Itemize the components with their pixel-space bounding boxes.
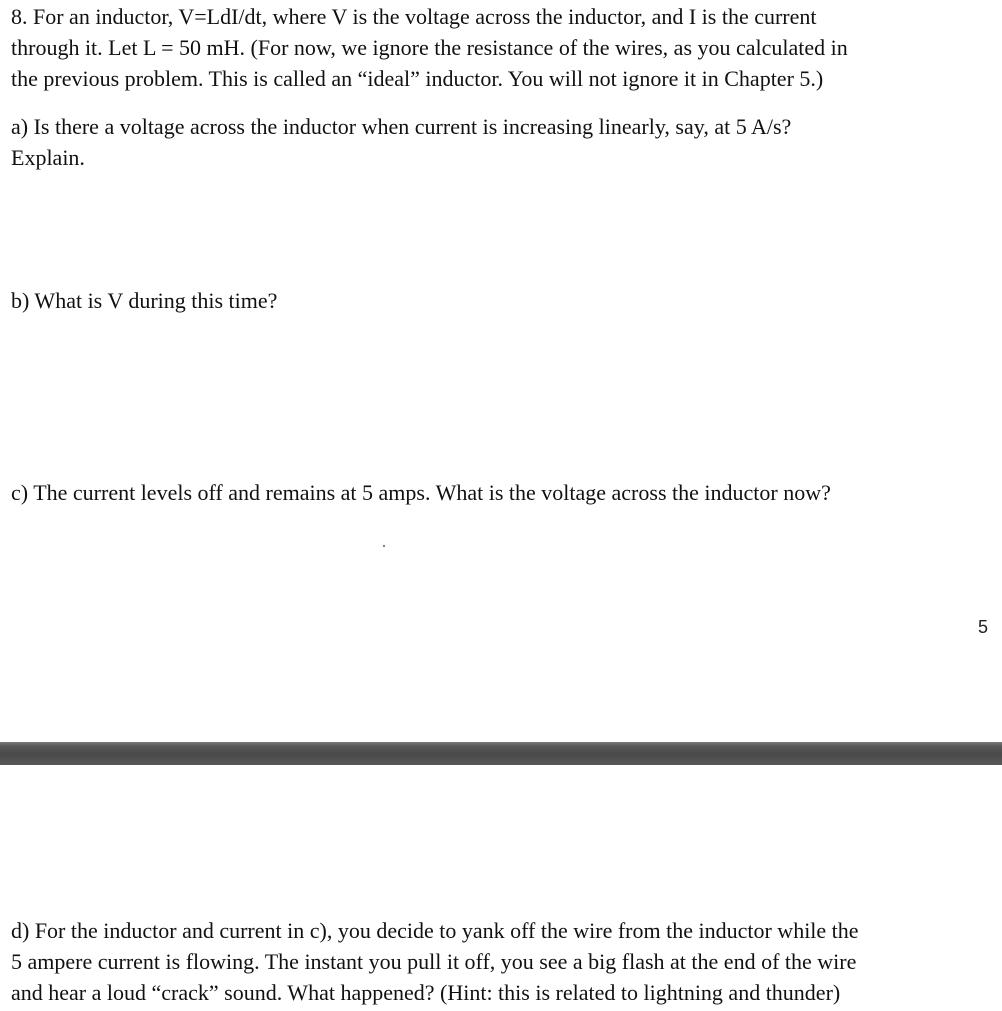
question-c bbox=[11, 477, 831, 508]
question-d-line-1: d) For the inductor and current in c), you decide to yank off the wire from the inductor while the bbox=[11, 918, 859, 943]
problem-intro bbox=[11, 1, 848, 94]
question-d-line-2: 5 ampere current is flowing. The instant you pull it off, you see a big flash at the end of the wire bbox=[11, 949, 857, 974]
page-number: 5 bbox=[978, 617, 989, 637]
intro-line-3: the previous problem. This is called an “ideal” inductor. You will not ignore it in Chapter 5.) bbox=[11, 66, 824, 91]
question-a-line-2: Explain. bbox=[11, 145, 85, 170]
question-b bbox=[11, 285, 277, 316]
intro-line-2: through it. Let L = 50 mH. (For now, we ignore the resistance of the wires, as you calculated in bbox=[11, 35, 848, 60]
question-a bbox=[11, 111, 791, 173]
stray-dot bbox=[383, 545, 385, 547]
intro-line-1: 8. For an inductor, V=LdI/dt, where V is the voltage across the inductor, and I is the current bbox=[11, 4, 817, 29]
question-d bbox=[11, 915, 859, 1008]
page-break-divider bbox=[0, 742, 1002, 765]
question-b-text: b) What is V during this time? bbox=[11, 288, 278, 313]
question-d-line-3: and hear a loud “crack” sound. What happened? (Hint: this is related to lightning and thunder) bbox=[11, 980, 841, 1005]
question-c-text: c) The current levels off and remains at 5 amps. What is the voltage across the inductor now? bbox=[11, 480, 831, 505]
question-a-line-1: a) Is there a voltage across the inductor when current is increasing linearly, say, at 5 A/s? bbox=[11, 114, 792, 139]
